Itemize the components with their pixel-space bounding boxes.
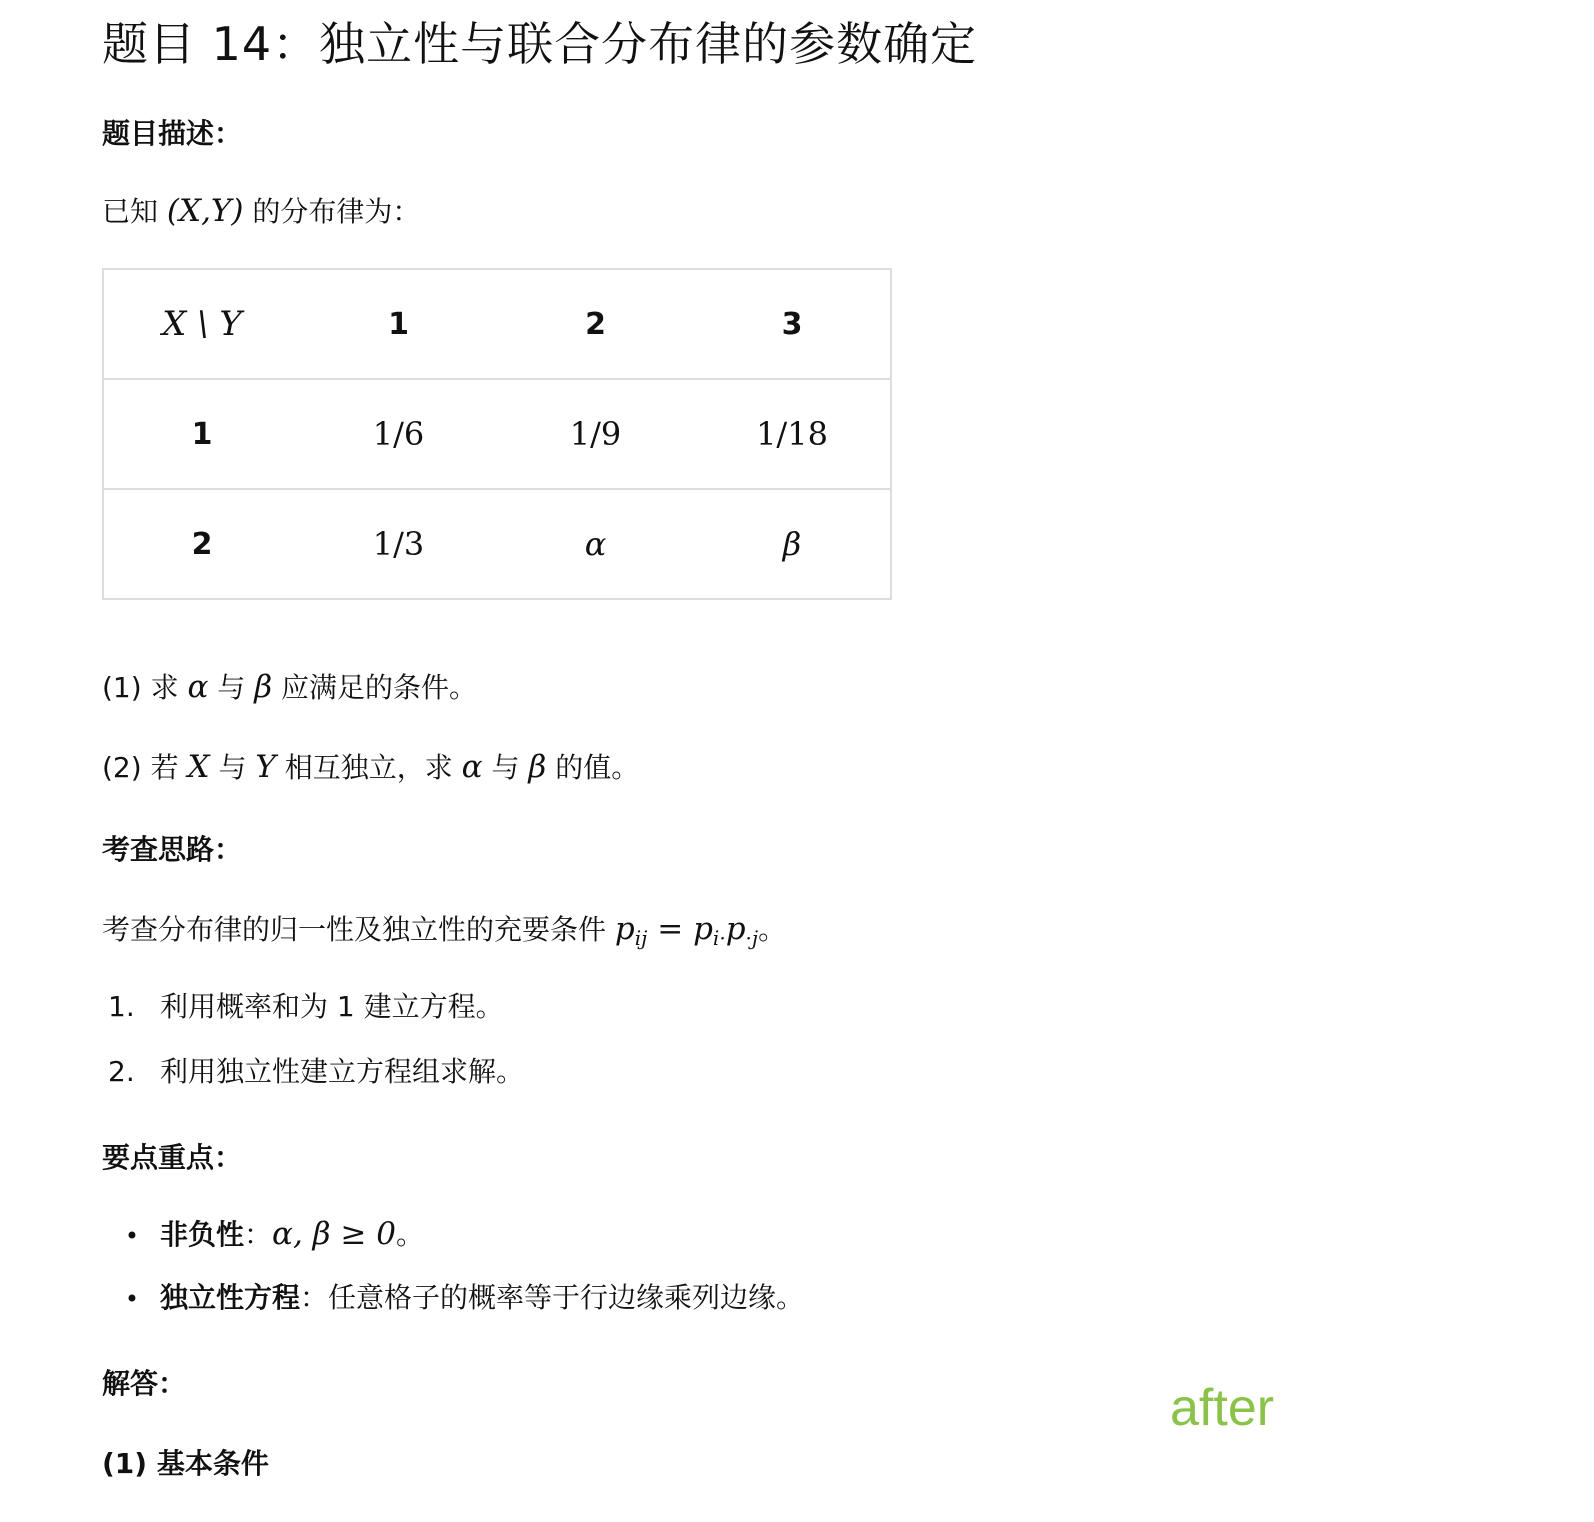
page-title: 题目 14：独立性与联合分布律的参数确定: [102, 17, 978, 71]
description-label: 题目描述：: [102, 117, 243, 150]
list-item: [102, 1208, 804, 1272]
intro-prefix: 已知: [102, 195, 167, 228]
description-intro: [102, 190, 420, 230]
question-1: [102, 666, 477, 706]
approach-steps: [102, 982, 524, 1112]
formula-sub-ij: ij: [634, 926, 648, 950]
answer-subheading: (1) 基本条件: [102, 1447, 269, 1480]
table-header-row: [103, 269, 891, 379]
formula-p-i: p: [693, 911, 713, 947]
formula-p: p: [614, 911, 635, 947]
formula-end: 。: [758, 913, 787, 946]
q2-x: X: [187, 749, 210, 785]
approach-prefix: 考查分布律的归一性及独立性的充要条件: [102, 913, 615, 946]
row-header: 1: [103, 379, 300, 489]
q2-beta: β: [528, 749, 547, 785]
step-number: 1.: [108, 990, 135, 1023]
answer-label: 解答：: [102, 1367, 187, 1400]
row-header: 2: [103, 489, 300, 599]
bullet-icon: •: [124, 1285, 140, 1313]
intro-suffix: 的分布律为：: [243, 195, 421, 228]
q2-mid1: 与: [209, 751, 256, 784]
q2-y: Y: [255, 749, 276, 785]
table-cell: 1/18: [694, 379, 891, 489]
col-header: 3: [781, 306, 803, 342]
q2-prefix: (2) 若: [102, 751, 188, 784]
point-sep: ：: [244, 1218, 273, 1251]
key-points-label: 要点重点：: [102, 1141, 243, 1174]
table-cell: β: [694, 489, 891, 599]
key-points-list: [102, 1208, 804, 1336]
point-term: 独立性方程: [160, 1281, 301, 1314]
q1-alpha: α: [187, 669, 209, 705]
list-item: [102, 1047, 524, 1112]
table-cell: α: [497, 489, 694, 599]
table-cell: 1/9: [497, 379, 694, 489]
formula-lhs: [614, 911, 648, 950]
point-sep: ：: [300, 1281, 329, 1314]
point-text: 任意格子的概率等于行边缘乘列边缘。: [328, 1281, 805, 1314]
approach-label: 考查思路：: [102, 833, 243, 866]
q1-mid: 与: [208, 671, 255, 704]
point-math: α, β ≥ 0: [272, 1216, 397, 1252]
bullet-icon: •: [124, 1222, 140, 1250]
table-cell: 1/6: [300, 379, 497, 489]
list-item: [102, 982, 524, 1047]
point-end: 。: [396, 1218, 425, 1251]
q2-alpha: α: [461, 749, 483, 785]
distribution-table: [102, 268, 892, 600]
q2-mid3: 与: [482, 751, 529, 784]
formula-sub-j: ·j: [745, 926, 759, 950]
intro-math: (X,Y): [166, 193, 244, 229]
after-watermark: after: [1170, 1379, 1275, 1437]
table-row: [103, 489, 891, 599]
table-row: [103, 379, 891, 489]
formula-rhs: [693, 911, 759, 950]
q1-suffix: 应满足的条件。: [272, 671, 478, 704]
table-corner: X \ Y: [162, 304, 242, 344]
q1-beta: β: [254, 669, 273, 705]
point-term: 非负性: [160, 1218, 245, 1251]
approach-text: [102, 908, 786, 948]
list-item: [102, 1272, 804, 1336]
formula-sub-i: i·: [712, 926, 726, 950]
q2-mid2: 相互独立，求: [275, 751, 462, 784]
step-text: 利用概率和为 1 建立方程。: [160, 990, 504, 1023]
q1-prefix: (1) 求: [102, 671, 188, 704]
step-text: 利用独立性建立方程组求解。: [160, 1055, 525, 1088]
q2-suffix: 的值。: [546, 751, 640, 784]
step-number: 2.: [108, 1055, 135, 1088]
col-header: 1: [388, 306, 409, 342]
question-2: [102, 746, 639, 786]
col-header: 2: [585, 306, 606, 342]
formula-eq: =: [647, 911, 694, 947]
formula-p-j: p: [725, 911, 746, 947]
table-cell: 1/3: [300, 489, 497, 599]
